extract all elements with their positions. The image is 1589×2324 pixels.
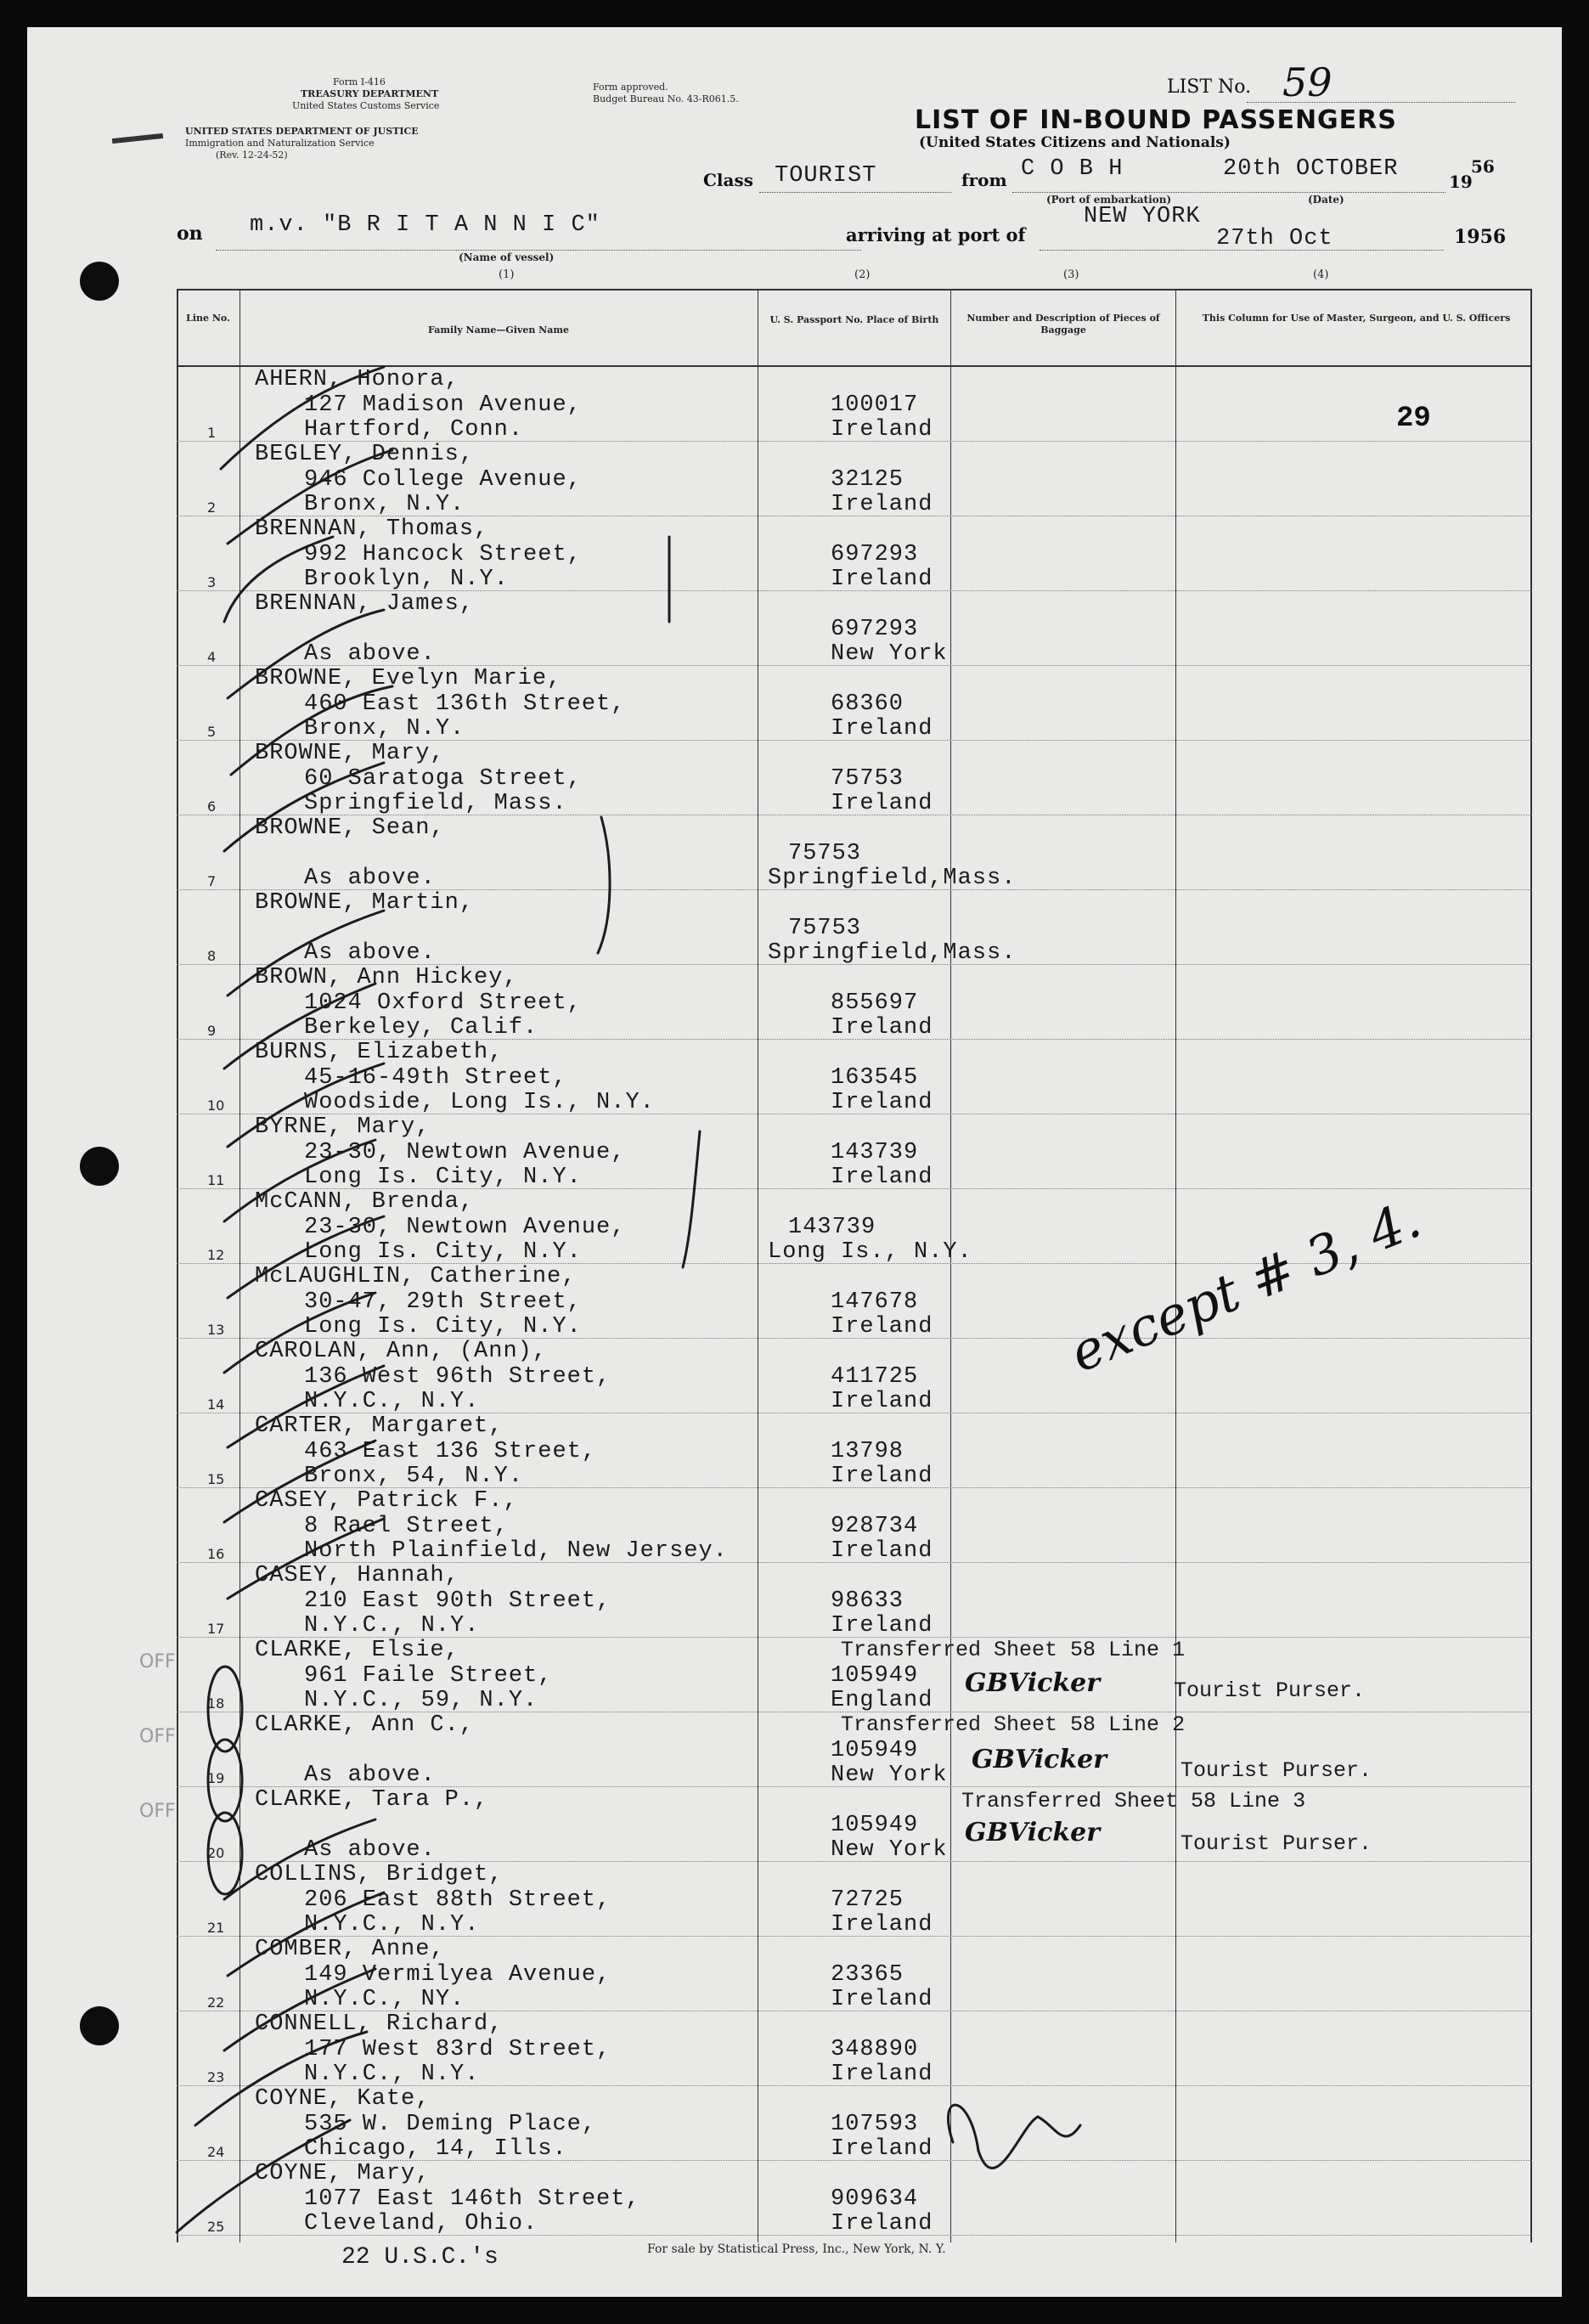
passenger-name: BRENNAN, Thomas, bbox=[255, 516, 489, 542]
passport-number: 105949 bbox=[831, 1663, 919, 1689]
from-label: from bbox=[961, 170, 1007, 190]
off-mark: OFF bbox=[139, 1726, 176, 1747]
passenger-name: CLARKE, Elsie, bbox=[255, 1638, 459, 1663]
passport-number: 23365 bbox=[831, 1962, 904, 1988]
place-of-birth: Ireland bbox=[831, 1538, 933, 1564]
line-number: 13 bbox=[207, 1322, 225, 1338]
place-of-birth: Ireland bbox=[831, 1015, 933, 1041]
place-of-birth: Ireland bbox=[831, 1613, 933, 1639]
address-line-2: North Plainfield, New Jersey. bbox=[304, 1538, 728, 1564]
address-line-2: N.Y.C., N.Y. bbox=[304, 1613, 480, 1639]
address-line-2: As above. bbox=[304, 1837, 436, 1863]
year-prefix: 19 bbox=[1449, 172, 1473, 192]
address-line-2: Hartford, Conn. bbox=[304, 417, 524, 443]
manifest-page bbox=[27, 27, 1562, 2297]
arriving-label: arriving at port of bbox=[846, 224, 1026, 245]
line-number: 20 bbox=[207, 1845, 225, 1861]
line-number: 22 bbox=[207, 1994, 225, 2011]
class-label: Class bbox=[703, 170, 753, 190]
passport-number: 143739 bbox=[831, 1140, 919, 1165]
place-of-birth: Ireland bbox=[831, 1987, 933, 2012]
manifest-title: LIST OF IN-BOUND PASSENGERS bbox=[915, 105, 1397, 135]
address-line-1: 535 W. Deming Place, bbox=[304, 2112, 597, 2137]
place-of-birth: Ireland bbox=[831, 1389, 933, 1414]
place-of-birth: New York bbox=[831, 1837, 948, 1863]
embarkation-date: 20th OCTOBER bbox=[1223, 156, 1399, 182]
passport-number: 143739 bbox=[788, 1215, 876, 1240]
class-value: TOURIST bbox=[775, 163, 877, 189]
transfer-remark-19: Transferred Sheet 58 Line 2 bbox=[841, 1712, 1186, 1737]
passport-number: 105949 bbox=[831, 1738, 919, 1763]
place-of-birth: Ireland bbox=[831, 1314, 933, 1340]
address-line-1: 23-30, Newtown Avenue, bbox=[304, 1140, 626, 1165]
address-line-2: Long Is. City, N.Y. bbox=[304, 1239, 582, 1265]
line-number: 23 bbox=[207, 2069, 225, 2085]
col-officers-header: This Column for Use of Master, Surgeon, and U. S. Officers bbox=[1202, 313, 1511, 324]
passport-number: 163545 bbox=[831, 1065, 919, 1091]
address-line-1: 177 West 83rd Street, bbox=[304, 2037, 611, 2062]
passenger-name: CARTER, Margaret, bbox=[255, 1413, 504, 1439]
line-number: 19 bbox=[207, 1770, 225, 1786]
transfer-remark-20: Transferred Sheet 58 Line 3 bbox=[961, 1789, 1306, 1814]
passenger-name: BROWNE, Sean, bbox=[255, 815, 445, 841]
line-number: 6 bbox=[207, 798, 217, 815]
address-line-1: 23-30, Newtown Avenue, bbox=[304, 1215, 626, 1240]
pencil-strokes bbox=[27, 27, 1562, 2297]
passenger-name: COYNE, Kate, bbox=[255, 2086, 431, 2112]
col-baggage-header: Number and Description of Pieces of Baggage bbox=[966, 313, 1160, 336]
address-line-1: 1024 Oxford Street, bbox=[304, 990, 582, 1016]
col-num-3: (3) bbox=[1063, 268, 1079, 281]
customs-service: United States Customs Service bbox=[292, 100, 440, 111]
passenger-name: CLARKE, Ann C., bbox=[255, 1712, 475, 1738]
line-number: 12 bbox=[207, 1247, 225, 1263]
place-of-birth: Ireland bbox=[831, 1090, 933, 1115]
passport-number: 928734 bbox=[831, 1514, 919, 1539]
address-line-2: N.Y.C., N.Y. bbox=[304, 1389, 480, 1414]
line-number: 17 bbox=[207, 1621, 225, 1637]
form-revision: (Rev. 12-24-52) bbox=[216, 149, 288, 161]
passenger-name: BROWNE, Mary, bbox=[255, 741, 445, 766]
passenger-name: McLAUGHLIN, Catherine, bbox=[255, 1264, 577, 1289]
arrival-date: 27th Oct bbox=[1216, 226, 1333, 251]
address-line-2: Bronx, N.Y. bbox=[304, 492, 465, 517]
line-number: 10 bbox=[207, 1097, 225, 1114]
passenger-name: BYRNE, Mary, bbox=[255, 1114, 431, 1140]
form-approved: Form approved. bbox=[593, 82, 668, 93]
address-line-2: Chicago, 14, Ills. bbox=[304, 2136, 567, 2162]
line-number: 7 bbox=[207, 873, 217, 889]
address-line-1: 127 Madison Avenue, bbox=[304, 392, 582, 418]
line-number: 24 bbox=[207, 2144, 225, 2160]
manifest-subtitle: (United States Citizens and Nationals) bbox=[919, 134, 1231, 151]
place-of-birth: New York bbox=[831, 641, 948, 667]
line-number: 5 bbox=[207, 724, 217, 740]
list-number: 59 bbox=[1282, 59, 1333, 105]
off-mark: OFF bbox=[139, 1651, 176, 1672]
address-line-1: 992 Hancock Street, bbox=[304, 542, 582, 567]
port-caption: (Port of embarkation) bbox=[1046, 194, 1172, 206]
passenger-name: BROWN, Ann Hickey, bbox=[255, 965, 518, 990]
purser-signature-20: GBVicker bbox=[965, 1818, 1101, 1847]
col-num-1: (1) bbox=[499, 268, 515, 281]
passenger-name: COMBER, Anne, bbox=[255, 1937, 445, 1962]
line-number: 8 bbox=[207, 948, 217, 964]
address-line-2: Woodside, Long Is., N.Y. bbox=[304, 1090, 655, 1115]
address-line-1: 946 College Avenue, bbox=[304, 467, 582, 493]
address-line-2: Brooklyn, N.Y. bbox=[304, 567, 509, 592]
passport-number: 909634 bbox=[831, 2186, 919, 2212]
col-line-header: Line No. bbox=[186, 313, 230, 324]
line-number: 2 bbox=[207, 499, 217, 516]
address-line-1: 1077 East 146th Street, bbox=[304, 2186, 640, 2212]
treasury-dept: TREASURY DEPARTMENT bbox=[301, 88, 439, 99]
purser-signature-19: GBVicker bbox=[972, 1745, 1107, 1774]
passport-number: 147678 bbox=[831, 1289, 919, 1315]
address-line-1: 45-16-49th Street, bbox=[304, 1065, 567, 1091]
address-line-2: As above. bbox=[304, 1763, 436, 1788]
address-line-1: 210 East 90th Street, bbox=[304, 1588, 611, 1614]
address-line-2: Bronx, N.Y. bbox=[304, 716, 465, 742]
passport-number: 98633 bbox=[831, 1588, 904, 1614]
address-line-1: 60 Saratoga Street, bbox=[304, 766, 582, 792]
passenger-name: BURNS, Elizabeth, bbox=[255, 1040, 504, 1065]
address-line-1: 149 Vermilyea Avenue, bbox=[304, 1962, 611, 1988]
passport-number: 75753 bbox=[831, 766, 904, 792]
place-of-birth: Ireland bbox=[831, 1165, 933, 1190]
place-of-birth: Ireland bbox=[831, 1464, 933, 1489]
on-label: on bbox=[177, 223, 203, 245]
address-line-1: 463 East 136 Street, bbox=[304, 1439, 597, 1464]
passport-number: 855697 bbox=[831, 990, 919, 1016]
passenger-name: McCANN, Brenda, bbox=[255, 1189, 475, 1215]
passenger-name: COYNE, Mary, bbox=[255, 2161, 431, 2186]
place-of-birth: Ireland bbox=[831, 2136, 933, 2162]
address-line-2: Long Is. City, N.Y. bbox=[304, 1314, 582, 1340]
passenger-name: CLARKE, Tara P., bbox=[255, 1787, 489, 1813]
passenger-name: BRENNAN, James, bbox=[255, 591, 475, 617]
address-line-2: As above. bbox=[304, 866, 436, 891]
year-suffix: 56 bbox=[1471, 156, 1495, 177]
place-of-birth: Ireland bbox=[831, 492, 933, 517]
embarkation-port: C O B H bbox=[1021, 156, 1124, 182]
handwritten-except-note: except # 3, 4. bbox=[1062, 1187, 1429, 1385]
address-line-2: Bronx, 54, N.Y. bbox=[304, 1464, 524, 1489]
date-caption: (Date) bbox=[1308, 194, 1344, 206]
line-number: 9 bbox=[207, 1023, 217, 1039]
justice-dept: UNITED STATES DEPARTMENT OF JUSTICE bbox=[185, 126, 419, 137]
address-line-2: Springfield, Mass. bbox=[304, 791, 567, 816]
line-number: 21 bbox=[207, 1920, 225, 1936]
vessel-name: m.v. "B R I T A N N I C" bbox=[250, 212, 600, 238]
footer-printer: For sale by Statistical Press, Inc., New York, N. Y. bbox=[647, 2242, 946, 2256]
col-num-4: (4) bbox=[1313, 268, 1329, 281]
footer-count: 22 U.S.C.'s bbox=[341, 2244, 499, 2270]
line-number: 14 bbox=[207, 1396, 225, 1413]
passport-number: 100017 bbox=[831, 392, 919, 418]
off-mark: OFF bbox=[139, 1801, 176, 1822]
line-number: 15 bbox=[207, 1471, 225, 1487]
address-line-2: As above. bbox=[304, 641, 436, 667]
address-line-1: 8 Rael Street, bbox=[304, 1514, 509, 1539]
place-of-birth: Ireland bbox=[831, 2062, 933, 2087]
line-number: 3 bbox=[207, 574, 217, 590]
passport-number: 348890 bbox=[831, 2037, 919, 2062]
place-of-birth: Ireland bbox=[831, 417, 933, 443]
passport-number: 75753 bbox=[788, 841, 862, 866]
address-line-2: Long Is. City, N.Y. bbox=[304, 1165, 582, 1190]
place-of-birth: Ireland bbox=[831, 1912, 933, 1938]
vessel-caption: (Name of vessel) bbox=[459, 251, 555, 263]
form-number: Form I-416 bbox=[333, 76, 386, 87]
passport-number: 13798 bbox=[831, 1439, 904, 1464]
line-number: 11 bbox=[207, 1172, 225, 1188]
line-number: 4 bbox=[207, 649, 217, 665]
passenger-name: CASEY, Patrick F., bbox=[255, 1488, 518, 1514]
passenger-name: BROWNE, Evelyn Marie, bbox=[255, 666, 562, 691]
place-of-birth: England bbox=[831, 1688, 933, 1713]
passport-number: 697293 bbox=[831, 542, 919, 567]
col-num-2: (2) bbox=[854, 268, 871, 281]
passport-number: 105949 bbox=[831, 1813, 919, 1838]
address-line-1: 460 East 136th Street, bbox=[304, 691, 626, 717]
place-of-birth: Ireland bbox=[831, 2211, 933, 2237]
address-line-1: 206 East 88th Street, bbox=[304, 1887, 611, 1913]
line-number: 1 bbox=[207, 425, 217, 441]
passport-number: 411725 bbox=[831, 1364, 919, 1390]
address-line-2: N.Y.C., N.Y. bbox=[304, 2062, 480, 2087]
passport-number: 68360 bbox=[831, 691, 904, 717]
officer-note: 29 bbox=[1396, 403, 1431, 435]
purser-signature-18: GBVicker bbox=[965, 1668, 1101, 1698]
place-of-birth: Ireland bbox=[831, 791, 933, 816]
passport-number: 32125 bbox=[831, 467, 904, 493]
passenger-name: COLLINS, Bridget, bbox=[255, 1862, 504, 1887]
place-of-birth: New York bbox=[831, 1763, 948, 1788]
address-line-1: 961 Faile Street, bbox=[304, 1663, 553, 1689]
place-of-birth: Springfield,Mass. bbox=[768, 940, 1017, 966]
purser-title-19: Tourist Purser. bbox=[1180, 1758, 1372, 1783]
address-line-2: As above. bbox=[304, 940, 436, 966]
passenger-name: CONNELL, Richard, bbox=[255, 2011, 504, 2037]
purser-title-20: Tourist Purser. bbox=[1180, 1831, 1372, 1856]
address-line-2: N.Y.C., N.Y. bbox=[304, 1912, 480, 1938]
address-line-1: 30-47, 29th Street, bbox=[304, 1289, 582, 1315]
passport-number: 697293 bbox=[831, 617, 919, 642]
budget-bureau: Budget Bureau No. 43-R061.5. bbox=[593, 93, 739, 104]
address-line-2: N.Y.C., NY. bbox=[304, 1987, 465, 2012]
line-number: 25 bbox=[207, 2219, 225, 2235]
place-of-birth: Long Is., N.Y. bbox=[768, 1239, 972, 1265]
address-line-2: N.Y.C., 59, N.Y. bbox=[304, 1688, 538, 1713]
line-number: 18 bbox=[207, 1695, 225, 1712]
passenger-name: BROWNE, Martin, bbox=[255, 890, 475, 916]
passenger-name: CASEY, Hannah, bbox=[255, 1563, 459, 1588]
address-line-2: Cleveland, Ohio. bbox=[304, 2211, 538, 2237]
arrival-year: 1956 bbox=[1454, 226, 1507, 248]
arrival-port: NEW YORK bbox=[1084, 204, 1201, 229]
col-name-header: Family Name—Given Name bbox=[428, 324, 569, 336]
line-number: 16 bbox=[207, 1546, 225, 1562]
passport-number: 107593 bbox=[831, 2112, 919, 2137]
purser-title-18: Tourist Purser. bbox=[1174, 1678, 1366, 1703]
ins-service: Immigration and Naturalization Service bbox=[185, 138, 375, 149]
address-line-2: Berkeley, Calif. bbox=[304, 1015, 538, 1041]
list-label: LIST No. bbox=[1167, 76, 1252, 98]
passenger-name: AHERN, Honora, bbox=[255, 367, 459, 392]
col-passport-header: U. S. Passport No. Place of Birth bbox=[769, 314, 939, 325]
place-of-birth: Ireland bbox=[831, 567, 933, 592]
passenger-name: CAROLAN, Ann, (Ann), bbox=[255, 1339, 548, 1364]
place-of-birth: Ireland bbox=[831, 716, 933, 742]
address-line-1: 136 West 96th Street, bbox=[304, 1364, 611, 1390]
passenger-name: BEGLEY, Dennis, bbox=[255, 442, 475, 467]
place-of-birth: Springfield,Mass. bbox=[768, 866, 1017, 891]
passport-number: 72725 bbox=[831, 1887, 904, 1913]
passport-number: 75753 bbox=[788, 916, 862, 941]
transfer-remark-18: Transferred Sheet 58 Line 1 bbox=[841, 1638, 1186, 1662]
